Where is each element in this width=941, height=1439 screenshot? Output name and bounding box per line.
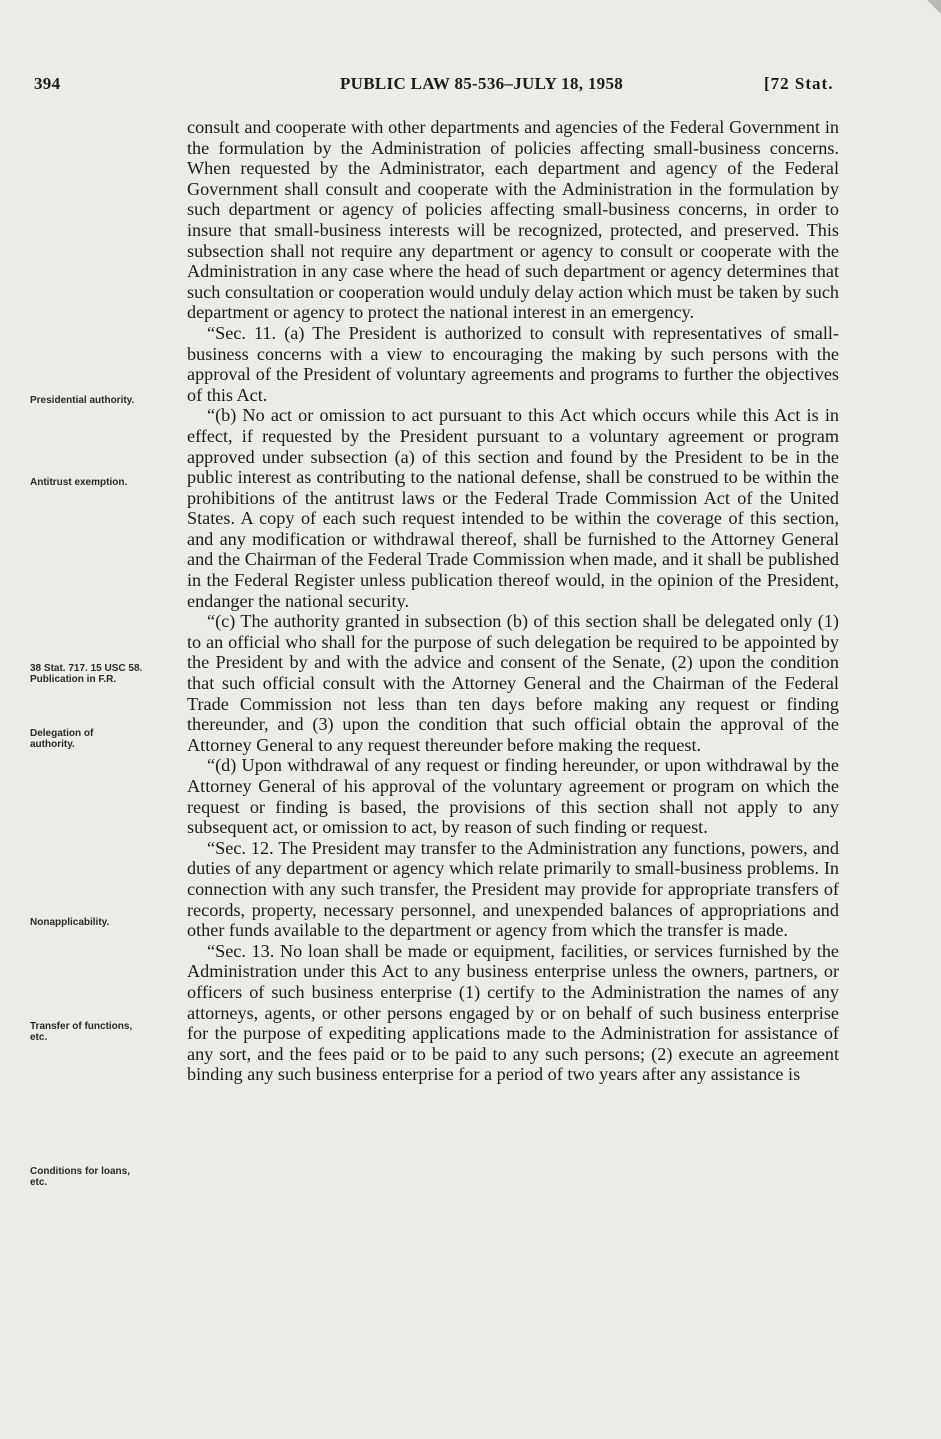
margin-note-antitrust-exemption: Antitrust exemption.	[30, 477, 128, 488]
paragraph-sec-13: “Sec. 13. No loan shall be made or equipment, facilities, or services furnished by the Administration under this Act to any business enterprise unless the owners, partners, or officers of such business enterprise (1) certify to the Administration the names of any attorneys, agents, or other persons engaged by or on behalf of such business enterprise for the purpose of expediting applications made to the Administration for assistance of any sort, and the fees paid or to be paid to any such persons; (2) execute an agreement binding any such business enterprise for a period of two years after any assistance is	[187, 940, 839, 1085]
margin-note-statute-citation: 38 Stat. 717. 15 USC 58. Publication in F.R.	[30, 663, 143, 685]
paragraph-continuation: consult and cooperate with other departments and agencies of the Federal Government in the formulation by the Administration of policies affecting small-business concerns. When requested by the Administrator, each department and agency of the Federal Government shall consult and cooperate with the Administration in the formulation by such department or agency of policies affecting small-business concerns, in order to insure that small-business interests will be recognized, protected, and preserved. This subsection shall not require any department or agency to consult or cooperate with the Administration in any case where the head of such department or agency determines that such consultation or cooperation would unduly delay action which must be taken by such department or agency to protect the national interest in an emergency.	[187, 117, 839, 323]
page-number: 394	[34, 74, 61, 93]
paragraph-sec-11-b: “(b) No act or omission to act pursuant to this Act which occurs while this Act is in effect, if requested by the President pursuant to a voluntary agreement or program approved under subsection (a) of this section and found by the President to be in the public interest as contributing to the national defense, shall be construed to be within the prohibitions of the antitrust laws or the Federal Trade Commission Act of the United States. A copy of each such request intended to be within the coverage of this section, and any modification or withdrawal thereof, shall be furnished to the Attorney General and the Chairman of the Federal Trade Commission when made, and it shall be published in the Federal Register unless publication thereof would, in the opinion of the President, endanger the national security.	[187, 405, 839, 611]
page-header	[30, 68, 850, 98]
margin-note-nonapplicability: Nonapplicability.	[30, 917, 110, 928]
paragraph-sec-12: “Sec. 12. The President may transfer to the Administration any functions, powers, and duties of any department or agency which relate primarily to small-business problems. In connection with any such transfer, the President may provide for appropriate transfers of records, property, necessary personnel, and unexpended balances of appropriations and other funds available to the department or agency from which the transfer is made.	[187, 837, 839, 941]
running-title: PUBLIC LAW 85-536–JULY 18, 1958	[340, 74, 624, 93]
body-text	[187, 117, 839, 1085]
paragraph-sec-11-c: “(c) The authority granted in subsection (b) of this section shall be delegated only (1) to an official who shall for the purpose of such delegation be required to be appointed by the President by and with the advice and consent of the Senate, (2) upon the condition that such official consult with the Attorney General and the Chairman of the Federal Trade Commission not less than ten days before making any request or finding thereunder, and (3) upon the condition that such official obtain the approval of the Attorney General to any request thereunder before making the request.	[187, 611, 839, 755]
statute-volume: [72 Stat.	[764, 74, 834, 93]
paragraph-sec-11-d: “(d) Upon withdrawal of any request or finding hereunder, or upon withdrawal by the Attorney General of his approval of the voluntary agreement or program on which the request or finding is based, the provisions of this section shall not apply to any subsequent act, or omission to act, by reason of such finding or request.	[187, 755, 839, 838]
scan-corner-mark	[927, 0, 941, 14]
paragraph-sec-11-a: “Sec. 11. (a) The President is authorized to consult with representatives of small-business concerns with a view to encouraging the making by such persons with the approval of the President of voluntary agreements and programs to further the objectives of this Act.	[187, 322, 839, 405]
margin-note-transfer-of-functions: Transfer of functions, etc.	[30, 1021, 133, 1043]
margin-note-conditions-for-loans: Conditions for loans, etc.	[30, 1166, 130, 1188]
margin-note-presidential-authority: Presidential authority.	[30, 395, 135, 406]
margin-note-delegation-of-authority: Delegation of authority.	[30, 728, 94, 750]
